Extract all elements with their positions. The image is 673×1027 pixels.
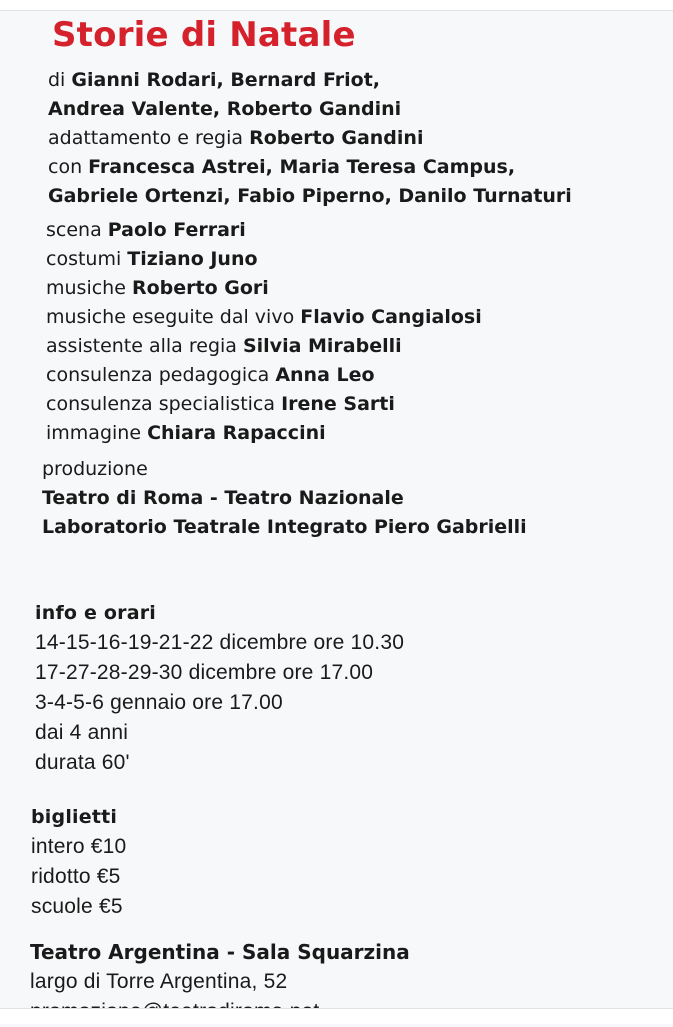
credit-label: adattamento e regia [48, 127, 250, 149]
credit-line [48, 66, 572, 95]
crew-role: musiche [46, 277, 132, 299]
crew-line [46, 419, 482, 448]
crew-line [46, 216, 482, 245]
crew-name: Silvia Mirabelli [242, 335, 402, 357]
producer-line: Teatro di Roma - Teatro Nazionale [42, 487, 404, 509]
credit-label: di [48, 69, 72, 91]
ticket-price: scuole €5 [31, 895, 123, 918]
schedule-line: 3-4-5-6 gennaio ore 17.00 [35, 691, 283, 714]
production-block [42, 455, 527, 542]
credit-name: Roberto Gandini [249, 127, 424, 149]
crew-block [46, 216, 482, 448]
ticket-price: ridotto €5 [31, 865, 121, 888]
crew-role: costumi [46, 248, 128, 270]
info-block [35, 598, 404, 778]
ticket-price: intero €10 [31, 835, 127, 858]
info-heading: info e orari [35, 602, 157, 624]
crew-role: scena [46, 219, 108, 241]
credit-line [48, 124, 572, 153]
crew-line [46, 332, 482, 361]
tickets-block [31, 802, 126, 922]
age-line: dai 4 anni [35, 721, 129, 744]
crew-role: assistente alla regia [46, 335, 243, 357]
crew-line [46, 274, 482, 303]
crew-name: Roberto Gori [131, 277, 269, 299]
crew-name: Tiziano Juno [127, 248, 258, 270]
tickets-heading: biglietti [31, 806, 118, 828]
crew-role: consulenza pedagogica [46, 364, 276, 386]
crew-name: Flavio Cangialosi [300, 306, 482, 328]
duration-line: durata 60' [35, 751, 130, 774]
producer-line: Laboratorio Teatrale Integrato Piero Gabrielli [42, 516, 527, 538]
crew-role: immagine [46, 422, 148, 444]
schedule-line: 17-27-28-29-30 dicembre ore 17.00 [35, 661, 374, 684]
credit-line [48, 182, 572, 211]
crew-role: consulenza specialistica [46, 393, 282, 415]
show-title: Storie di Natale [52, 15, 356, 55]
crew-name: Paolo Ferrari [107, 219, 246, 241]
credit-name: Gabriele Ortenzi, Fabio Piperno, Danilo Turnaturi [48, 185, 572, 207]
crew-name: Chiara Rapaccini [147, 422, 326, 444]
crew-line [46, 303, 482, 332]
production-label: produzione [42, 458, 148, 480]
crew-name: Irene Sarti [281, 393, 395, 415]
crew-role: musiche eseguite dal vivo [46, 306, 301, 328]
schedule-line: 14-15-16-19-21-22 dicembre ore 10.30 [35, 631, 405, 654]
crew-name: Anna Leo [275, 364, 375, 386]
credit-name: Andrea Valente, Roberto Gandini [48, 98, 402, 120]
credit-line [48, 95, 572, 124]
crew-line [46, 390, 482, 419]
venue-name: Teatro Argentina - Sala Squarzina [30, 940, 410, 964]
bottom-crop-edge [0, 1008, 673, 1024]
credit-name: Gianni Rodari, Bernard Friot, [71, 69, 380, 91]
credit-name: Francesca Astrei, Maria Teresa Campus, [88, 156, 516, 178]
crew-line [46, 245, 482, 274]
crew-line [46, 361, 482, 390]
venue-address: largo di Torre Argentina, 52 [30, 970, 288, 993]
credits-block [48, 66, 572, 211]
credit-line [48, 153, 572, 182]
credit-label: con [48, 156, 89, 178]
